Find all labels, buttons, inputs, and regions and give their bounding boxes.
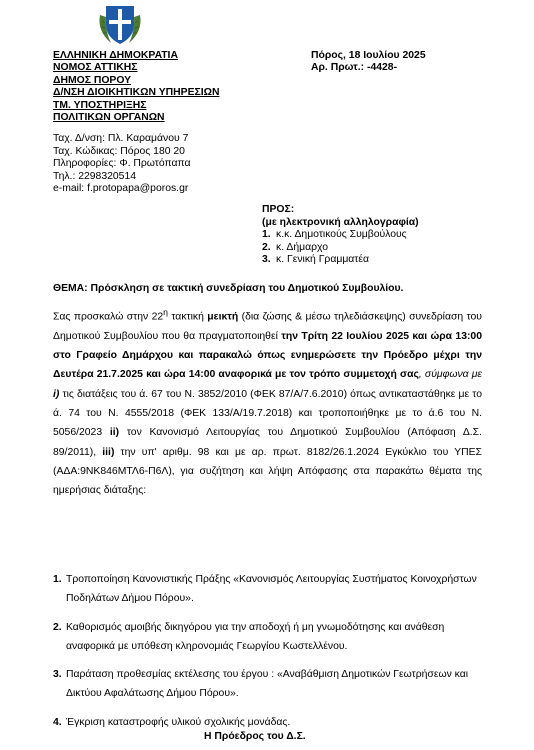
agenda-item: [53, 618, 485, 657]
org-line: ΤΜ. ΥΠΟΣΤΗΡΙΞΗΣ: [53, 99, 147, 111]
body-text: Σας προσκαλώ στην 22: [53, 311, 164, 323]
recipient-number: 3.: [262, 254, 271, 266]
org-line: ΝΟΜΟΣ ΑΤΤΙΚΗΣ: [53, 62, 138, 74]
org-line: ΠΟΛΙΤΙΚΩΝ ΟΡΓΑΝΩΝ: [53, 112, 165, 124]
agenda-number: 3.: [53, 669, 62, 681]
agenda-number: 2.: [53, 621, 62, 633]
org-line: Δ/ΝΣΗ ΔΙΟΙΚΗΤΙΚΩΝ ΥΠΗΡΕΣΙΩΝ: [53, 87, 220, 99]
agenda-text: Τροποποίηση Κανονιστικής Πράξης «Κανονισμός Λειτουργίας Συστήματος Κοινοχρήστων Ποδηλάτων Δήμου Πόρου».: [66, 574, 477, 605]
body-text: , σύμφωνα με: [418, 369, 482, 381]
recipients-list: [262, 229, 419, 267]
body-text: τακτική: [167, 311, 208, 323]
agenda-text: Καθορισμός αμοιβής δικηγόρου για την αποδοχή ή μη γνωμοδότησης και ανάθεση αναφορικά με υπόθεση κληρονομιάς Γεωργίου Κωστελλένου.: [66, 621, 445, 652]
contact-info: [53, 133, 191, 196]
org-line: ΕΛΛΗΝΙΚΗ ΔΗΜΟΚΡΑΤΙΑ: [53, 50, 178, 61]
recipient-name: κ. Γενική Γραμματέα: [276, 254, 370, 266]
clause-marker: i): [53, 388, 60, 400]
body-text: την υπ' αριθμ. 98 και με αρ. πρωτ. 8182/26.1.2024 Εγκύκλιο του ΥΠΕΣ (ΑΔΑ:9ΝΚ846ΜΤΛ6-Π6Λ), για συζήτηση και λήψη Απόφασης στα παρακάτω θέματα της ημερήσιας διάταξης:: [53, 446, 482, 497]
delivery-method: (με ηλεκτρονική αλληλογραφία): [262, 216, 419, 228]
contact-person: Πληροφορίες: Φ. Πρωτόπαπα: [53, 158, 191, 170]
meeting-datetime: την Τρίτη 22 Ιουλίου 2025 και ώρα 13:00 στο Γραφείο Δημάρχου και παρακαλώ όπως ενημερώσετε την Πρόεδρο μέχρι την Δευτέρα 21.7.2025 και ώρα 14:00 αναφορικά με τον τρόπο συμμετοχή σας: [53, 330, 482, 381]
recipient-number: 2.: [262, 241, 271, 253]
agenda-number: 1.: [53, 574, 62, 585]
agenda-text: Παράταση προθεσμίας εκτέλεσης του έργου : «Αναβάθμιση Δημοτικών Γεωτρήσεων και Δικτύου Αφαλάτωσης Δήμου Πόρου».: [66, 669, 469, 700]
clause-marker: ii): [109, 427, 120, 439]
body-text: τις διατάξεις του ά. 67 του Ν. 3852/2010 (ΦΕΚ 87/Α/7.6.2010) όπως αντικαταστάθηκε με το ά. 74 του Ν. 4555/2018 (ΦΕΚ 133/Α/19.7.2018) και τροποποιήθηκε με το ά.6 του Ν. 5056/2023: [53, 388, 482, 439]
recipients-block: [262, 204, 419, 267]
body-text: τον Κανονισμό Λειτουργίας του Δημοτικού Συμβουλίου (Απόφαση Δ.Σ. 89/2011),: [53, 427, 482, 458]
protocol-number: Αρ. Πρωτ.: -4428-: [311, 62, 398, 74]
phone: Τηλ.: 2298320514: [53, 170, 137, 182]
place-date: Πόρος, 18 Ιουλίου 2025: [311, 50, 426, 61]
recipient-item: [262, 254, 419, 267]
clause-marker: iii): [102, 446, 115, 458]
org-line: ΔΗΜΟΣ ΠΟΡΟΥ: [53, 74, 132, 86]
agenda-number: 4.: [53, 716, 62, 728]
recipient-name: κ.κ. Δημοτικούς Συμβούλους: [276, 229, 407, 241]
recipient-name: κ. Δήμαρχο: [276, 241, 328, 253]
issuing-authority: [53, 50, 219, 124]
recipient-item: [262, 242, 419, 255]
signatory-title: Η Πρόεδρος του Δ.Σ.: [204, 731, 306, 742]
session-type: μεικτή: [207, 311, 239, 323]
agenda-item: [53, 713, 485, 732]
address: Ταχ. Δ/νση: Πλ. Καραμάνου 7: [53, 133, 189, 144]
agenda-item: [53, 570, 485, 609]
recipients-label: ΠΡΟΣ:: [262, 204, 295, 215]
body-text: (δια ζώσης & μέσω τηλεδιάσκεψης) συνεδρίαση του Δημοτικού Συμβουλίου που θα πραγματοποιηθεί: [53, 311, 482, 342]
agenda-list: [53, 570, 485, 741]
ordinal-superscript: η: [163, 307, 168, 317]
agenda-item: [53, 665, 485, 704]
agenda-text: Έγκριση καταστροφής υλικού σχολικής μονάδας.: [66, 716, 291, 728]
email: e-mail: f.protopapa@poros.gr: [53, 183, 189, 195]
subject-line: ΘΕΜΑ: Πρόσκληση σε τακτική συνεδρίαση του Δημοτικού Συμβουλίου.: [53, 283, 404, 294]
greek-coat-of-arms-icon: [97, 3, 143, 48]
postal-code: Ταχ. Κώδικας: Πόρος 180 20: [53, 145, 185, 157]
invitation-paragraph: [53, 303, 482, 500]
recipient-number: 1.: [262, 229, 271, 241]
document-meta: [311, 50, 426, 75]
recipient-item: [262, 229, 419, 242]
